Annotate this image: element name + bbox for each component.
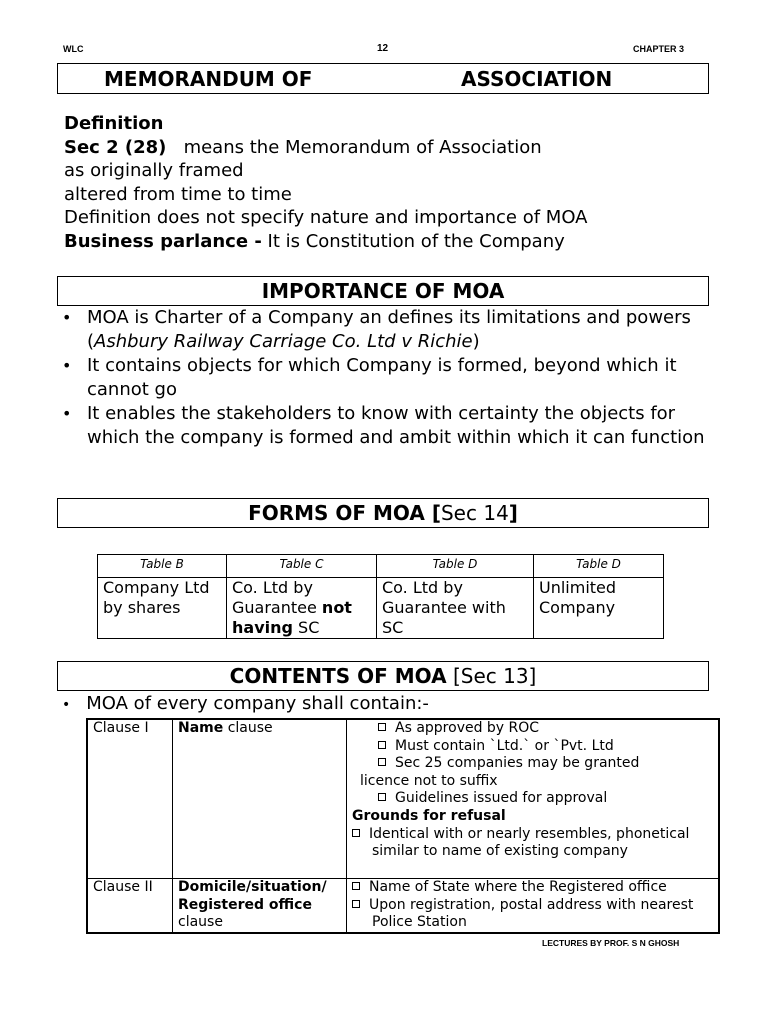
c2-text: Co. Ltd by Guarantee [232, 578, 322, 617]
forms-heading [57, 498, 709, 528]
case-name: Ashbury Railway Carriage Co. Ltd v Richie [94, 331, 473, 352]
parlance-line [64, 230, 724, 254]
definition-sec-line [64, 136, 724, 160]
table-header-row [98, 555, 664, 578]
checkbox-bullet-icon [378, 758, 386, 766]
item-text: Sec 25 companies may be granted [395, 755, 640, 772]
list-item: • It enables the stakeholders to know with certainty the objects for which the company is formed and ambit within which it can function [62, 403, 705, 448]
definition-line4: Definition does not specify nature and importance of MOA [64, 207, 588, 228]
checkbox-bullet-icon [378, 793, 386, 801]
checkbox-bullet-icon [352, 829, 360, 837]
checkbox-bullet-icon [378, 741, 386, 749]
parlance-label: Business parlance - [64, 230, 262, 252]
table-row [87, 719, 719, 879]
bullet1-close: ) [472, 331, 480, 352]
bullet2-text: It contains objects for which Company is formed, beyond which it cannot go [87, 355, 677, 400]
item-text: Guidelines issued for approval [395, 790, 608, 807]
list-item [352, 720, 713, 738]
clause-name-bold: Name [178, 720, 224, 736]
c2-tail: SC [292, 618, 320, 637]
item-continuation: licence not to suffix [360, 772, 498, 789]
list-item [352, 879, 713, 897]
clause-name-cell [173, 879, 347, 933]
checkbox-bullet-icon [352, 900, 360, 908]
table-header-cell: Table D [377, 555, 534, 578]
forms-table [97, 554, 664, 639]
clause-name-cell [173, 719, 347, 879]
checkbox-bullet-icon [352, 882, 360, 890]
contents-table [86, 718, 720, 934]
list-item: • MOA is Charter of a Company an defines its limitations and powers (Ashbury Railway Carriage Co. Ltd v Richie) [62, 307, 691, 352]
checkbox-bullet-icon [378, 723, 386, 731]
sec-text: means the Memorandum of Association [183, 136, 542, 158]
definition-line2: as originally framed [64, 160, 244, 181]
table-header-cell: Table D [534, 555, 664, 578]
table-cell: Unlimited Company [534, 578, 664, 639]
header-left: WLC [63, 44, 84, 54]
clause-detail-cell [347, 719, 720, 879]
clause-name-rest: clause [223, 720, 273, 736]
clause-name-rest: clause [178, 914, 223, 931]
clause-cell: Clause I [87, 719, 173, 879]
table-cell: Co. Ltd by Guarantee with SC [377, 578, 534, 639]
bullet3-text: It enables the stakeholders to know with certainty the objects for which the company is formed and ambit within which it can function [87, 403, 705, 448]
item-text: Upon registration, postal address with nearest Police Station [369, 896, 694, 931]
table-row [98, 578, 664, 639]
table-cell [227, 578, 377, 639]
list-item [352, 897, 713, 932]
grounds-heading: Grounds for refusal [352, 807, 506, 824]
forms-heading-close: ] [508, 501, 518, 525]
clause-name-bold: Domicile/situation/ Registered office [178, 879, 327, 913]
item-text: Must contain `Ltd.` or `Pvt. Ltd [395, 737, 614, 754]
item-text: As approved by ROC [395, 720, 540, 736]
header-chapter: CHAPTER 3 [633, 44, 685, 54]
importance-list [60, 306, 720, 450]
page-number: 12 [377, 43, 389, 54]
table-cell: Company Ltd by shares [98, 578, 227, 639]
definition-section [64, 112, 724, 253]
title-left: MEMORANDUM OF [104, 67, 313, 91]
contents-heading-sec: [Sec 13] [446, 664, 537, 688]
forms-heading-bold: FORMS OF MOA [ [248, 501, 441, 525]
forms-heading-sec: Sec 14 [440, 501, 509, 525]
contents-intro-text: MOA of every company shall contain:- [86, 693, 429, 714]
list-item [352, 826, 713, 861]
list-item [352, 790, 713, 808]
sec-label: Sec 2 (28) [64, 136, 167, 158]
clause-cell: Clause II [87, 879, 173, 933]
contents-heading-bold: CONTENTS OF MOA [229, 664, 447, 688]
item-text: Name of State where the Registered office [369, 879, 667, 895]
list-item: • It contains objects for which Company is formed, beyond which it cannot go [62, 355, 677, 400]
item-text: Identical with or nearly resembles, phonetical similar to name of existing company [369, 825, 690, 860]
importance-heading: IMPORTANCE OF MOA [57, 276, 709, 306]
contents-heading [57, 661, 709, 691]
table-header-cell: Table B [98, 555, 227, 578]
definition-line3: altered from time to time [64, 183, 292, 205]
definition-heading: Definition [64, 113, 164, 134]
title-box [57, 63, 709, 94]
list-item [352, 755, 713, 773]
contents-intro: • MOA of every company shall contain:- [62, 693, 429, 714]
bullet1-text: MOA is Charter of a Company an defines its limitations and powers ( [87, 307, 691, 352]
table-row [87, 879, 719, 933]
title-right: ASSOCIATION [461, 67, 613, 91]
table-header-cell: Table C [227, 555, 377, 578]
list-item [352, 738, 713, 756]
c2-bold: not having [232, 598, 352, 637]
clause-detail-cell [347, 879, 720, 933]
footer: LECTURES BY PROF. S N GHOSH [542, 938, 680, 948]
parlance-text: It is Constitution of the Company [261, 230, 565, 252]
